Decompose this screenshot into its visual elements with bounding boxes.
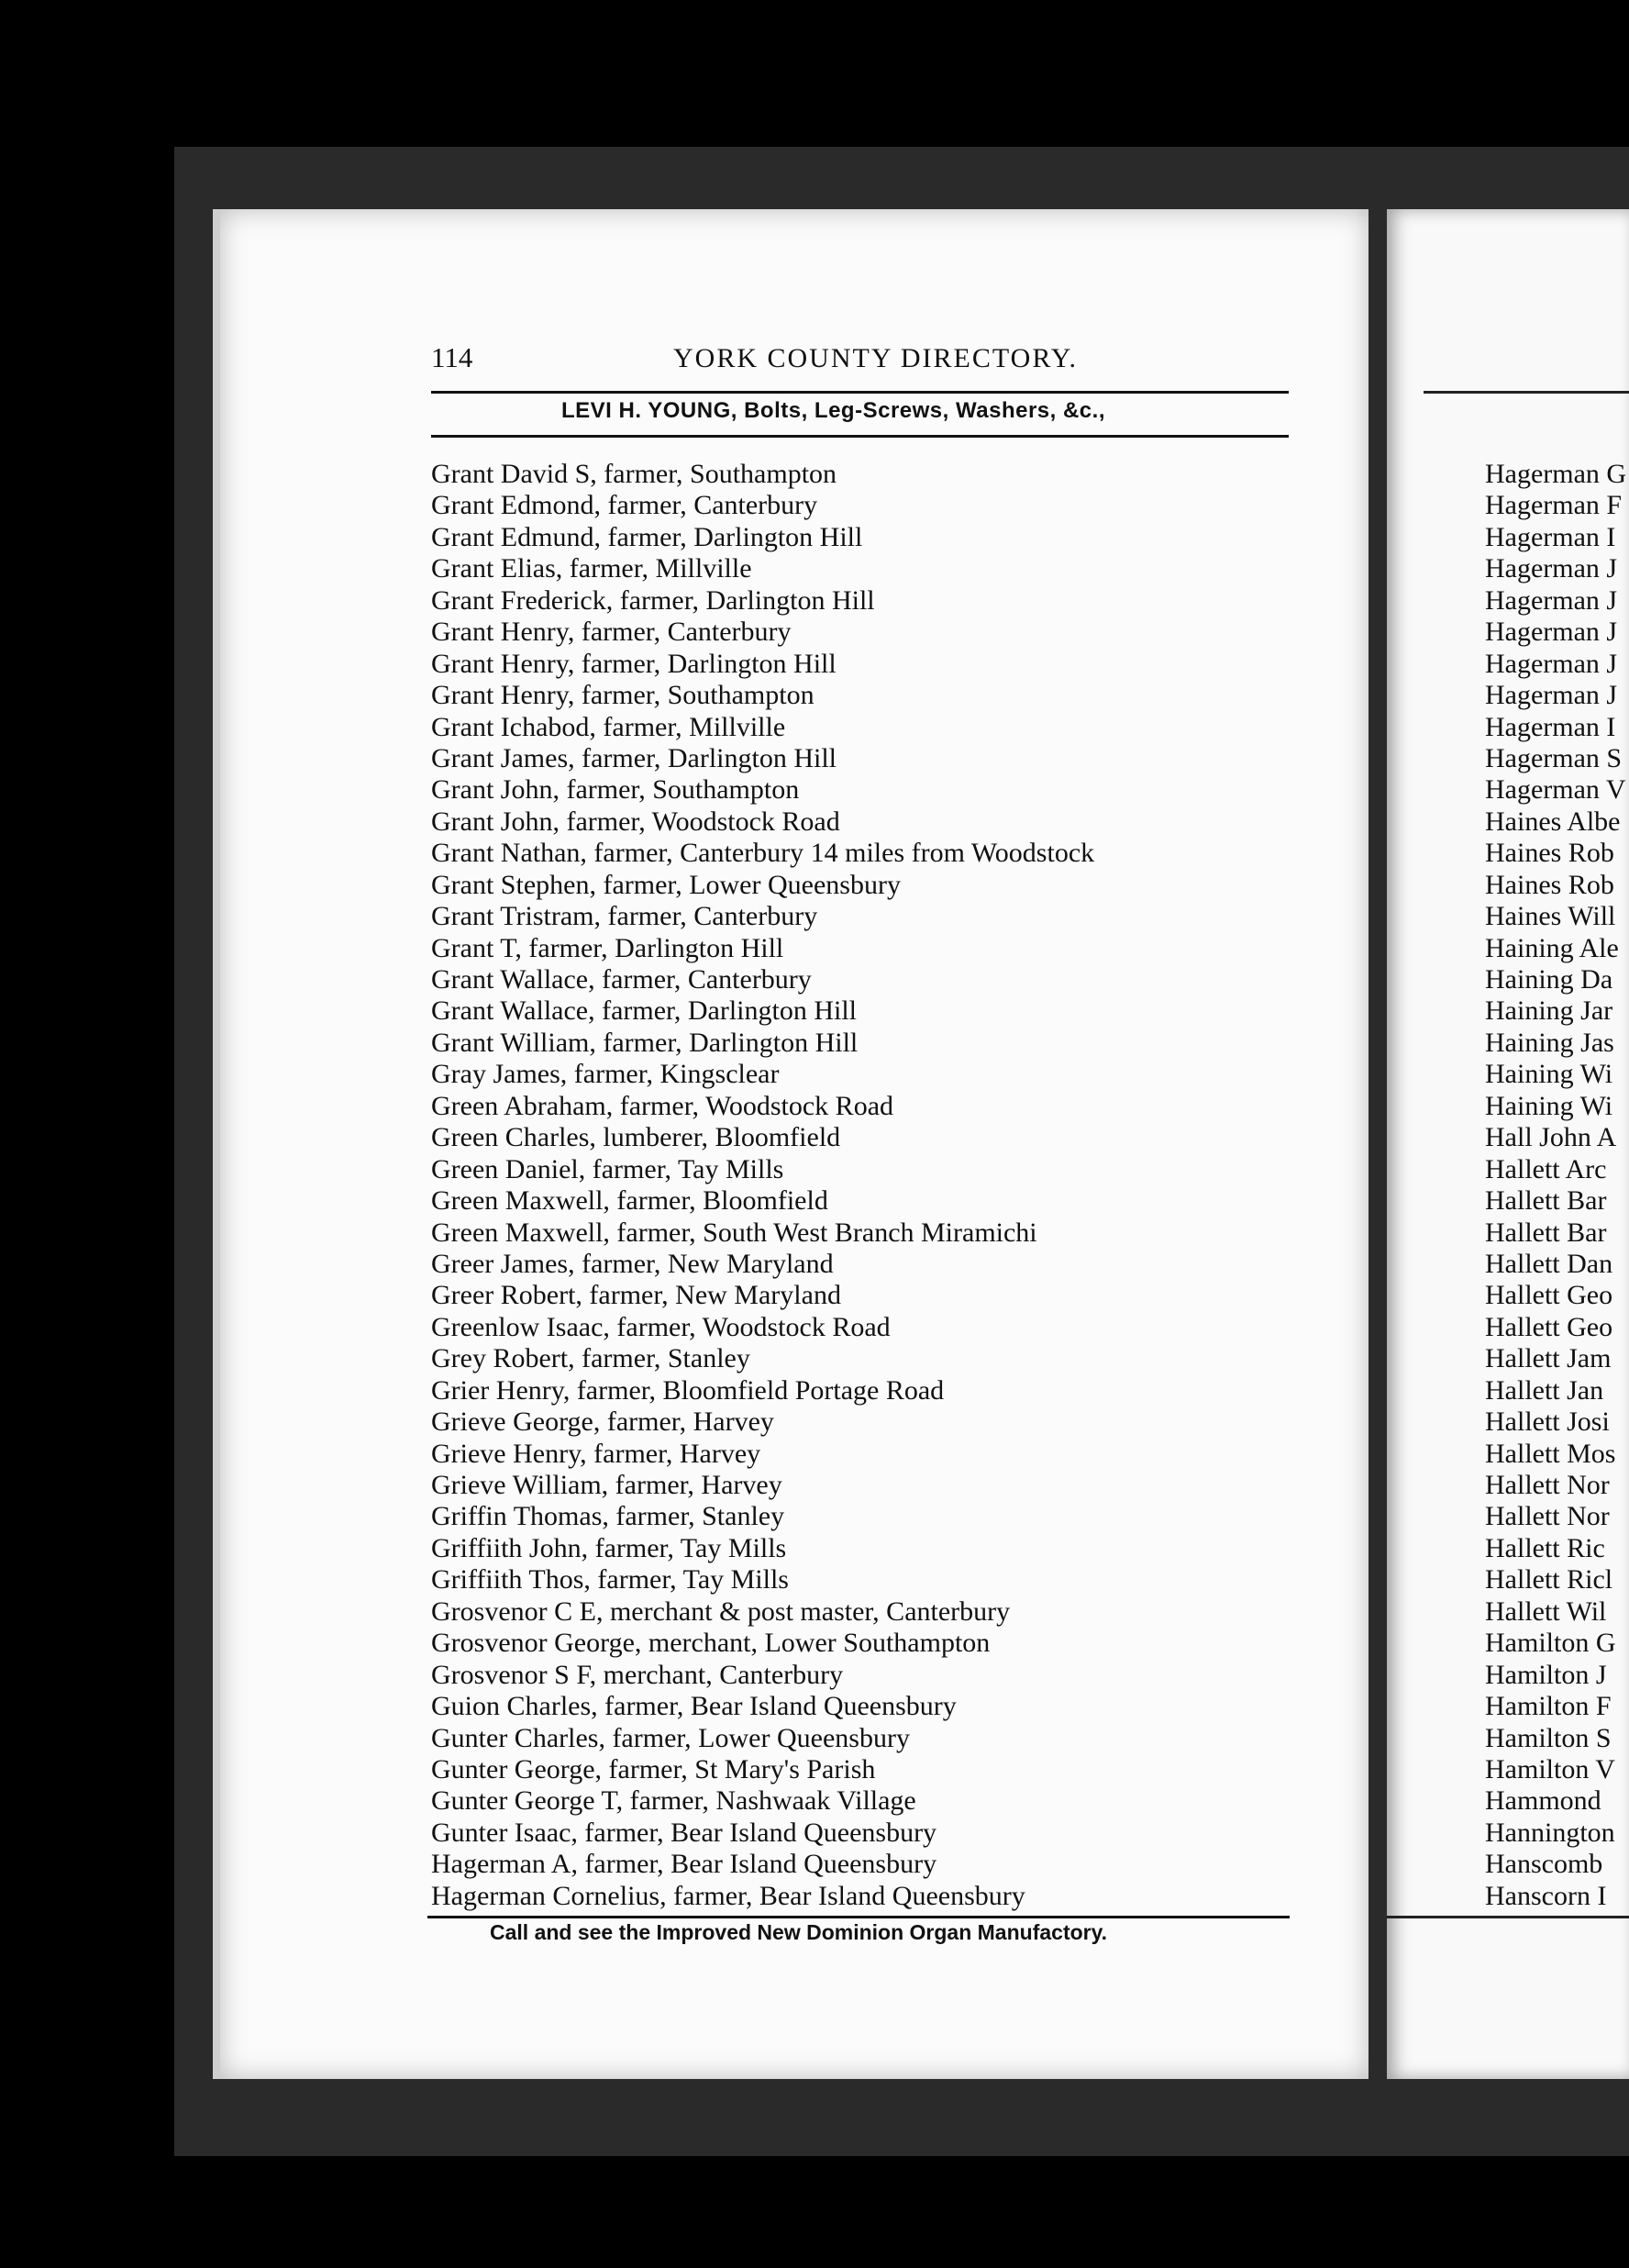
right-page-entry: Hallett Ricl: [1485, 1564, 1613, 1595]
directory-entry: Grant William, farmer, Darlington Hill: [431, 1027, 859, 1058]
directory-entry: Hagerman A, farmer, Bear Island Queensbury: [431, 1849, 937, 1880]
directory-entry: Griffiith Thos, farmer, Tay Mills: [431, 1564, 789, 1595]
directory-entry: Gunter George, farmer, St Mary's Parish: [431, 1753, 876, 1784]
right-page-entry: Hallett Mos: [1485, 1438, 1616, 1469]
right-page-entry: Hallett Nor: [1485, 1501, 1610, 1532]
right-page-entry: Haining Jas: [1485, 1027, 1614, 1058]
right-page-entry: Haining Wi: [1485, 1059, 1613, 1090]
directory-entry: Green Abraham, farmer, Woodstock Road: [431, 1090, 894, 1121]
directory-entry: Green Daniel, farmer, Tay Mills: [431, 1153, 784, 1184]
right-page-entry: Haines Rob: [1485, 869, 1614, 900]
right-page-entry: Haining Wi: [1485, 1090, 1613, 1121]
directory-entry: Grant T, farmer, Darlington Hill: [431, 932, 784, 963]
advertisement-footer: Call and see the Improved New Dominion Organ Manufactory.: [490, 1920, 1108, 1944]
right-page-entry: Haining Jar: [1485, 995, 1613, 1027]
directory-entry: Gray James, farmer, Kingsclear: [431, 1059, 780, 1090]
page-number: 114: [431, 341, 473, 373]
right-page-entry: Hanscomb: [1485, 1849, 1603, 1880]
right-page-rule: [1424, 391, 1629, 394]
directory-entry: Green Maxwell, farmer, South West Branch Miramichi: [431, 1217, 1037, 1248]
directory-entry: Greer Robert, farmer, New Maryland: [431, 1280, 841, 1311]
directory-entry: Hagerman Cornelius, farmer, Bear Island Queensbury: [431, 1880, 1025, 1911]
right-page-entry: Hagerman V: [1485, 774, 1626, 806]
right-page-entry: Hannington: [1485, 1817, 1615, 1848]
directory-entry: Grant Tristram, farmer, Canterbury: [431, 901, 818, 932]
right-page-entry: Hagerman J: [1485, 553, 1618, 584]
directory-entry: Guion Charles, farmer, Bear Island Queensbury: [431, 1691, 957, 1722]
right-page-entry: Hallett Bar: [1485, 1185, 1607, 1217]
right-page-entry: Hagerman I: [1485, 711, 1616, 742]
directory-entry: Grant David S, farmer, Southampton: [431, 459, 837, 489]
directory-entry: Grant Wallace, farmer, Darlington Hill: [431, 995, 857, 1027]
right-page-entry: Hagerman G: [1485, 459, 1627, 489]
right-page-entry: Hamilton G: [1485, 1628, 1616, 1659]
right-page-entry: Hamilton S: [1485, 1722, 1612, 1753]
right-page-footer-rule: [1387, 1916, 1629, 1918]
directory-entry: Grieve George, farmer, Harvey: [431, 1406, 774, 1438]
right-page-entry: Hagerman F: [1485, 490, 1623, 521]
right-page-entry: Hagerman J: [1485, 617, 1618, 648]
directory-entry: Grant Edmond, farmer, Canterbury: [431, 490, 818, 521]
directory-entry: Green Maxwell, farmer, Bloomfield: [431, 1185, 828, 1217]
directory-entry: Grant James, farmer, Darlington Hill: [431, 742, 837, 773]
directory-entry: Grieve William, farmer, Harvey: [431, 1470, 782, 1500]
right-page-entry: Hamilton V: [1485, 1753, 1615, 1784]
right-page-entry: Hanscorn I: [1485, 1880, 1607, 1911]
advertisement-header: LEVI H. YOUNG, Bolts, Leg-Screws, Washers, &c.,: [561, 398, 1105, 423]
directory-entry: Grant Frederick, farmer, Darlington Hill: [431, 584, 875, 616]
directory-entry: Greer James, farmer, New Maryland: [431, 1248, 834, 1279]
directory-entries: [431, 459, 1094, 1912]
directory-entry: Greenlow Isaac, farmer, Woodstock Road: [431, 1311, 891, 1342]
right-page-entry: Hagerman J: [1485, 648, 1618, 679]
right-page-entry: Haining Da: [1485, 964, 1613, 995]
header-rule-top: [431, 391, 1289, 394]
right-page-entry: Hallett Geo: [1485, 1311, 1613, 1342]
directory-entry: Grant Henry, farmer, Southampton: [431, 680, 814, 711]
right-page-entry: Hallett Dan: [1485, 1248, 1613, 1279]
directory-entry: Grant Nathan, farmer, Canterbury 14 miles from Woodstock: [431, 838, 1095, 869]
right-page-entry: Hallett Bar: [1485, 1217, 1607, 1248]
right-page: [1387, 209, 1629, 2079]
right-page-entry: Hallett Arc: [1485, 1153, 1607, 1184]
directory-entry: Gunter Charles, farmer, Lower Queensbury: [431, 1722, 910, 1753]
right-page-entry: Hallett Jan: [1485, 1374, 1604, 1406]
right-page-entry: Hallett Josi: [1485, 1406, 1610, 1438]
right-page-entry: Hallett Ric: [1485, 1532, 1605, 1563]
directory-entry: Grant John, farmer, Woodstock Road: [431, 806, 840, 837]
right-page-entry: Hallett Jam: [1485, 1343, 1612, 1374]
right-page-entry: Haines Albe: [1485, 806, 1621, 837]
directory-entry: Grant Elias, farmer, Millville: [431, 553, 752, 584]
directory-entry: Grant Stephen, farmer, Lower Queensbury: [431, 869, 901, 900]
directory-entry: Grosvenor C E, merchant & post master, Canterbury: [431, 1595, 1011, 1627]
right-page-entries: [1485, 459, 1626, 1912]
footer-rule: [427, 1916, 1290, 1918]
directory-entry: Green Charles, lumberer, Bloomfield: [431, 1122, 841, 1153]
right-page-entry: Hagerman J: [1485, 584, 1618, 616]
directory-entry: Grant Ichabod, farmer, Millville: [431, 711, 786, 742]
right-page-entry: Hagerman I: [1485, 521, 1616, 552]
directory-entry: Grosvenor George, merchant, Lower Southampton: [431, 1628, 991, 1659]
right-page-entry: Hallett Nor: [1485, 1470, 1610, 1500]
running-title: YORK COUNTY DIRECTORY.: [673, 343, 1078, 373]
directory-entry: Grosvenor S F, merchant, Canterbury: [431, 1659, 844, 1690]
directory-entry: Grey Robert, farmer, Stanley: [431, 1343, 750, 1374]
directory-entry: Grant John, farmer, Southampton: [431, 774, 800, 806]
directory-entry: Grant Henry, farmer, Darlington Hill: [431, 648, 837, 679]
right-page-entry: Haining Ale: [1485, 932, 1619, 963]
directory-entry: Gunter Isaac, farmer, Bear Island Queensbury: [431, 1817, 937, 1848]
directory-entry: Grieve Henry, farmer, Harvey: [431, 1438, 761, 1469]
directory-entry: Griffin Thomas, farmer, Stanley: [431, 1501, 785, 1532]
right-page-entry: Hall John A: [1485, 1122, 1617, 1153]
right-page-entry: Hagerman J: [1485, 680, 1618, 711]
directory-entry: Gunter George T, farmer, Nashwaak Village: [431, 1785, 916, 1817]
right-page-entry: Hammond: [1485, 1785, 1601, 1817]
directory-entry: Grier Henry, farmer, Bloomfield Portage Road: [431, 1374, 945, 1406]
right-page-entry: Hagerman S: [1485, 742, 1623, 773]
directory-entry: Grant Wallace, farmer, Canterbury: [431, 964, 812, 995]
right-page-entry: Haines Rob: [1485, 838, 1614, 869]
header-rule-bottom: [431, 435, 1289, 438]
right-page-entry: Hamilton J: [1485, 1659, 1607, 1690]
right-page-entry: Hallett Geo: [1485, 1280, 1613, 1311]
directory-entry: Grant Edmund, farmer, Darlington Hill: [431, 521, 863, 552]
right-page-entry: Hallett Wil: [1485, 1595, 1607, 1627]
right-page-entry: Haines Will: [1485, 901, 1616, 932]
directory-entry: Griffiith John, farmer, Tay Mills: [431, 1532, 787, 1563]
right-page-entry: Hamilton F: [1485, 1691, 1612, 1722]
directory-entry: Grant Henry, farmer, Canterbury: [431, 617, 792, 648]
